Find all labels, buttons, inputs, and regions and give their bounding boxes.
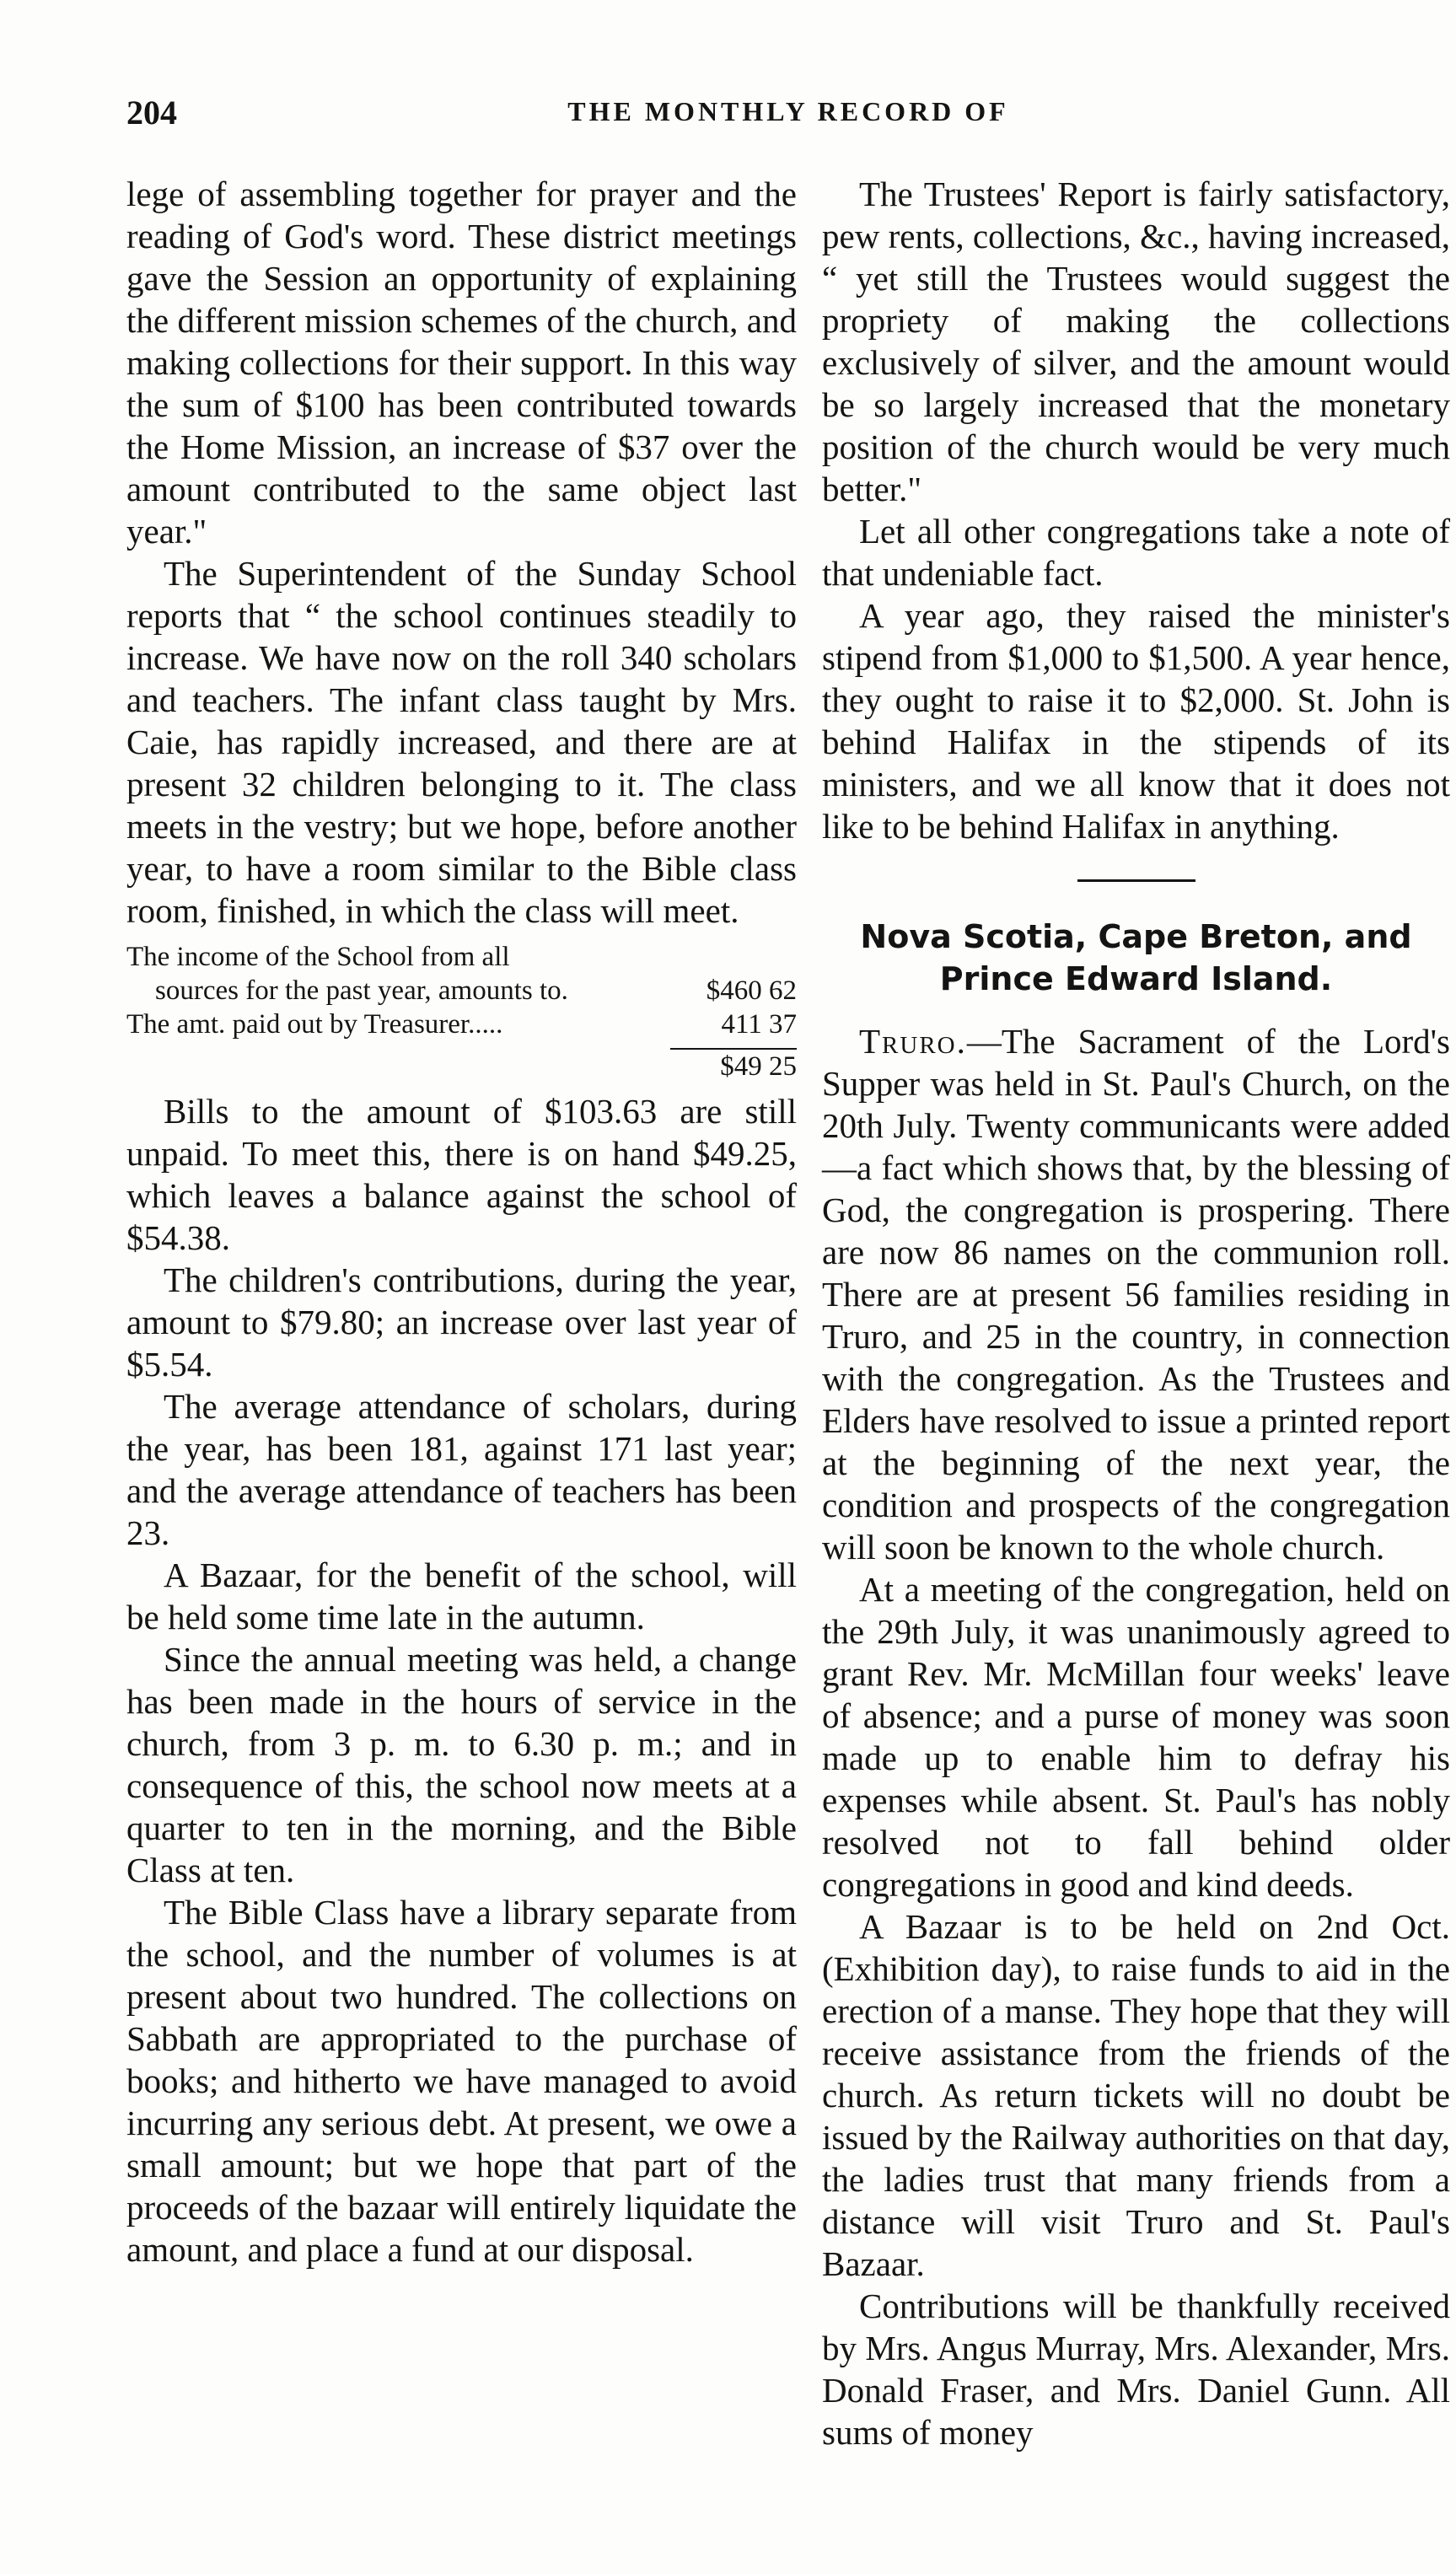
ledger-income-label: sources for the past year, amounts to. <box>155 975 568 1006</box>
section-divider <box>1077 879 1195 882</box>
right-paragraph-5: At a meeting of the congregation, held on the 29th July, it was unanimously agreed to grant Rev. Mr. McMillan four weeks' leave of absence; and a purse of money was soon made up to enable him to defray his expenses while absent. St. Paul's has nobly resolved not to fall behind older congregations in good and kind deeds. <box>822 1570 1450 1904</box>
section-heading <box>822 916 1450 1000</box>
left-paragraph-4: The children's contributions, during the year, amount to $79.80; an increase over last year of $5.54. <box>126 1260 797 1384</box>
left-paragraph-5: The average attendance of scholars, during the year, has been 181, against 171 last year; and the average attendance of teachers has been 23. <box>126 1387 797 1552</box>
right-paragraph-2: Let all other congregations take a note of that undeniable fact. <box>822 512 1450 593</box>
right-paragraph-7: Contributions will be thankfully received by Mrs. Angus Murray, Mrs. Alexander, Mrs. Donald Fraser, and Mrs. Daniel Gunn. All sums of money <box>822 2287 1450 2452</box>
left-paragraph-3: Bills to the amount of $103.63 are still unpaid. To meet this, there is on hand $49.25, which leaves a balance against the school of $54.38. <box>126 1092 797 1257</box>
ledger-row-income-heading <box>126 940 797 974</box>
page-header <box>126 93 1450 143</box>
left-paragraph-2: The Superintendent of the Sunday School reports that “ the school continues steadily to increase. We have now on the roll 340 scholars and teachers. The infant class taught by Mrs. Caie, has rapidly increased, and there are at present 32 children belonging to it. The class meets in the vestry; but we hope, before another year, to have a room similar to the Bible class room, finished, in which the class will meet. <box>126 554 797 930</box>
section-heading-line-1: Nova Scotia, Cape Breton, and <box>860 918 1412 955</box>
section-heading-line-2: Prince Edward Island. <box>939 960 1333 997</box>
running-title: THE MONTHLY RECORD OF <box>567 96 1009 126</box>
right-paragraph-6: A Bazaar is to be held on 2nd Oct. (Exhibition day), to raise funds to aid in the erection of a manse. They hope that they will receive assistance from the friends of the church. As return tickets will no doubt be issued by the Railway authorities on that day, the ladies trust that many friends from a distance will visit Truro and St. Paul's Bazaar. <box>822 1907 1450 2283</box>
school-income-ledger <box>126 940 797 1083</box>
left-paragraph-8: The Bible Class have a library separate from the school, and the number of volumes is at present about two hundred. The collections on Sabbath are appropriated to the purchase of books; and hitherto we have managed to avoid incurring any serious debt. At present, we owe a small amount; but we hope that part of the proceeds of the bazaar will entirely liquidate the amount, and place a fund at our disposal. <box>126 1893 797 2269</box>
page-number: 204 <box>126 94 177 132</box>
ledger-income-amount: $460 62 <box>706 975 797 1006</box>
ledger-row-income <box>126 974 797 1008</box>
place-name-truro: Truro. <box>859 1022 967 1061</box>
left-column <box>126 173 797 2270</box>
left-paragraph-7: Since the annual meeting was held, a change has been made in the hours of service in the church, from 3 p. m. to 6.30 p. m.; and in consequence of this, the school now meets at a quarter to ten in the morning, and the Bible Class at ten. <box>126 1640 797 1889</box>
right-paragraph-4-text: —The Sacrament of the Lord's Supper was held in St. Paul's Church, on the 20th July. Twenty communicants were added—a fact which shows that, by the blessing of God, the congregation is prospering. There are now 86 names on the communion roll. There are at present 56 families residing in Truro, and 25 in the country, in connection with the congregation. As the Trustees and Elders have resolved to issue a printed report at the beginning of the next year, the condition and prospects of the congregation will soon be known to the whole church. <box>822 1022 1450 1566</box>
right-paragraph-3: A year ago, they raised the minister's stipend from $1,000 to $1,500. A year hence, they ought to raise it to $2,000. St. John is behind Halifax in the stipends of its ministers, and we all know that it does not like to be behind Halifax in anything. <box>822 596 1450 846</box>
right-column <box>822 173 1450 2453</box>
right-paragraph-1: The Trustees' Report is fairly satisfactory, pew rents, collections, &c., having increased, “ yet still the Trustees would suggest the propriety of making the collections exclusively of silver, and the amount would be so largely increased that the monetary position of the church would be very much better." <box>822 175 1450 508</box>
right-paragraph-4 <box>822 1020 1450 1568</box>
ledger-paid-out-label: The amt. paid out by Treasurer..... <box>126 1009 503 1040</box>
left-paragraph-1: lege of assembling together for prayer and the reading of God's word. These district meetings gave the Session an opportunity of explaining the different mission schemes of the church, and making collections for their support. In this way the sum of $100 has been contributed towards the Home Mission, an increase of $37 over the amount contributed to the same object last year." <box>126 175 797 551</box>
ledger-row-paid-out <box>126 1008 797 1041</box>
ledger-paid-out-amount: 411 37 <box>721 1009 797 1040</box>
ledger-line-1: The income of the School from all <box>126 942 510 972</box>
ledger-total: $49 25 <box>720 1051 797 1082</box>
left-paragraph-6: A Bazaar, for the benefit of the school, will be held some time late in the autumn. <box>126 1556 797 1636</box>
